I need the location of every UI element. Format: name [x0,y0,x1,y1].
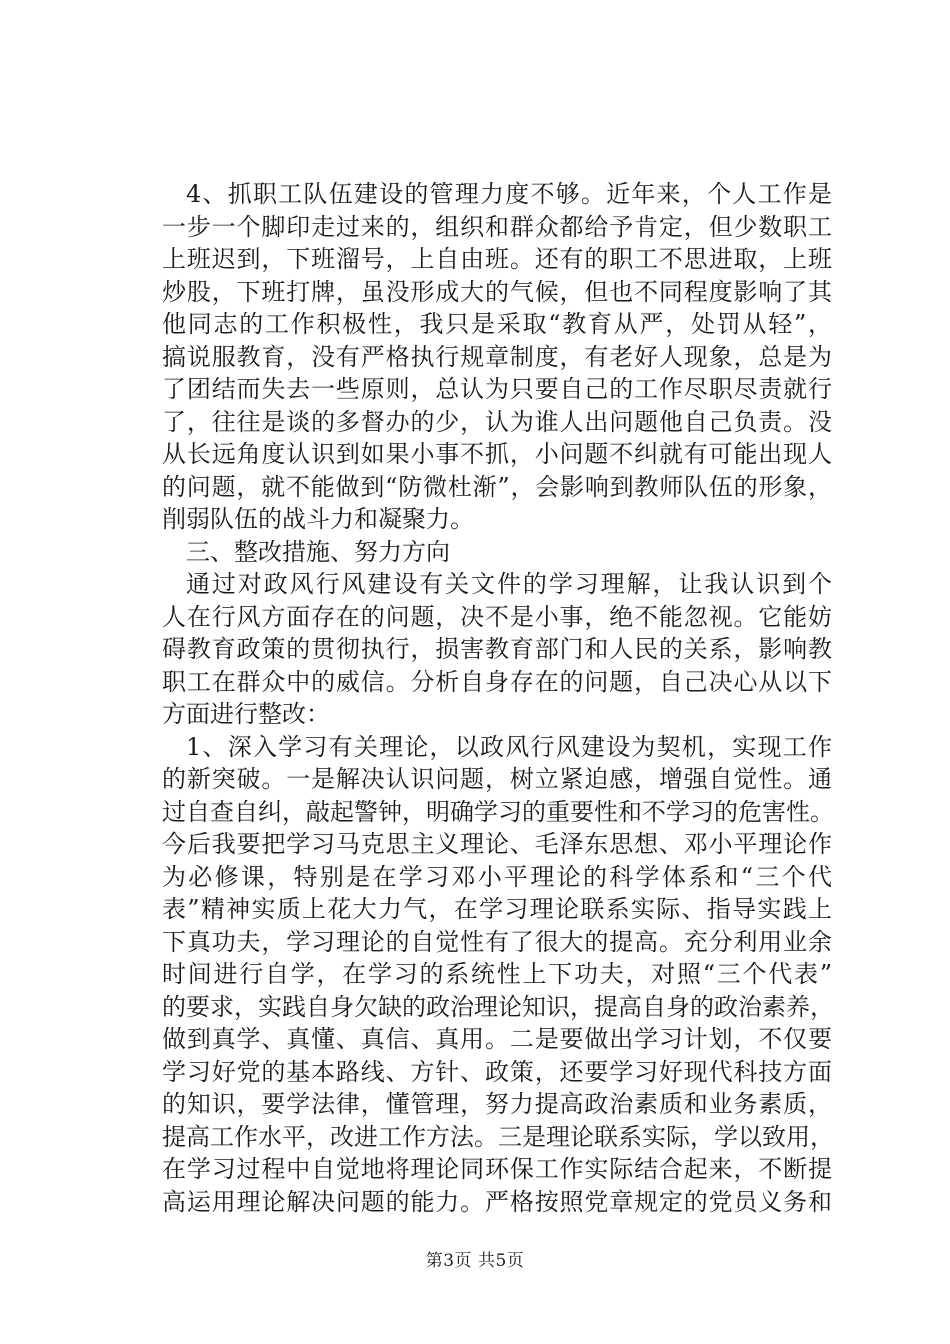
text-line: 从长远角度认识到如果小事不抓，小问题不纠就有可能出现人 [162,440,832,468]
text-line: 的问题，就不能做到“防微杜渐”，会影响到教师队伍的形象， [162,472,832,501]
text-line: 过自查自纠，敲起警钟，明确学习的重要性和不学习的危害性。 [162,797,834,826]
text-line: 提高工作水平，改进工作方法。三是理论联系实际，学以致用， [162,1122,834,1151]
text-line: 今后我要把学习马克思主义理论、毛泽东思想、邓小平理论作 [162,830,832,858]
text-line: 下真功夫，学习理论的自觉性有了很大的提高。充分利用业余 [162,927,832,956]
text-line: 通过对政风行风建设有关文件的学习理解，让我认识到个 [186,570,832,598]
paragraph-item-1 [162,731,832,1219]
paragraph-item-4 [162,178,832,536]
paragraph-intro [162,568,832,731]
text-line: 时间进行自学，在学习的系统性上下功夫，对照“三个代表” [162,960,832,988]
text-line: 的新突破。一是解决认识问题，树立紧迫感，增强自觉性。通 [162,765,832,793]
section-heading [162,536,832,569]
text-line: 他同志的工作积极性，我只是采取“教育从严，处罚从轻”， [162,310,832,338]
text-line: 的要求，实践自身欠缺的政治理论知识，提高自身的政治素养， [162,992,834,1021]
text-line: 在学习过程中自觉地将理论同环保工作实际结合起来，不断提 [162,1155,832,1183]
text-line: 表”精神实质上花大力气，在学习理论联系实际、指导实践上 [162,895,832,923]
text-line: 一步一个脚印走过来的，组织和群众都给予肯定，但少数职工 [162,212,832,241]
text-line: 4、抓职工队伍建设的管理力度不够。近年来，个人工作是 [186,180,832,208]
text-line: 1、深入学习有关理论，以政风行风建设为契机，实现工作 [186,732,832,761]
text-line: 高运用理论解决问题的能力。严格按照党章规定的党员义务和 [162,1187,832,1216]
text-line: 炒股，下班打牌，虽没形成大的气候，但也不同程度影响了其 [162,277,832,306]
text-line: 的知识，要学法律，懂管理，努力提高政治素质和业务素质， [162,1090,832,1118]
text-line: 上班迟到，下班溜号，上自由班。还有的职工不思进取，上班 [162,245,832,273]
text-line: 削弱队伍的战斗力和凝聚力。 [162,505,474,533]
text-line: 了，往往是谈的多督办的少，认为谁人出问题他自己负责。没 [162,407,832,436]
page-number-footer: 第3页 共5页 [425,1251,525,1271]
section-heading-text: 三、整改措施、努力方向 [186,537,450,566]
text-line: 方面进行整改： [162,700,330,728]
text-line: 做到真学、真懂、真信、真用。二是要做出学习计划，不仅要 [162,1025,832,1053]
document-body [162,178,832,1218]
text-line: 职工在群众中的威信。分析自身存在的问题，自己决心从以下 [162,667,832,696]
text-line: 了团结而失去一些原则，总认为只要自己的工作尽职尽责就行 [162,375,832,403]
text-line: 碍教育政策的贯彻执行，损害教育部门和人民的关系，影响教 [162,635,832,663]
text-line: 学习好党的基本路线、方针、政策，还要学习好现代科技方面 [162,1057,832,1086]
text-line: 搞说服教育，没有严格执行规章制度，有老好人现象，总是为 [162,342,832,371]
text-line: 为必修课，特别是在学习邓小平理论的科学体系和“三个代 [162,862,832,891]
text-line: 人在行风方面存在的问题，决不是小事，绝不能忽视。它能妨 [162,602,832,631]
